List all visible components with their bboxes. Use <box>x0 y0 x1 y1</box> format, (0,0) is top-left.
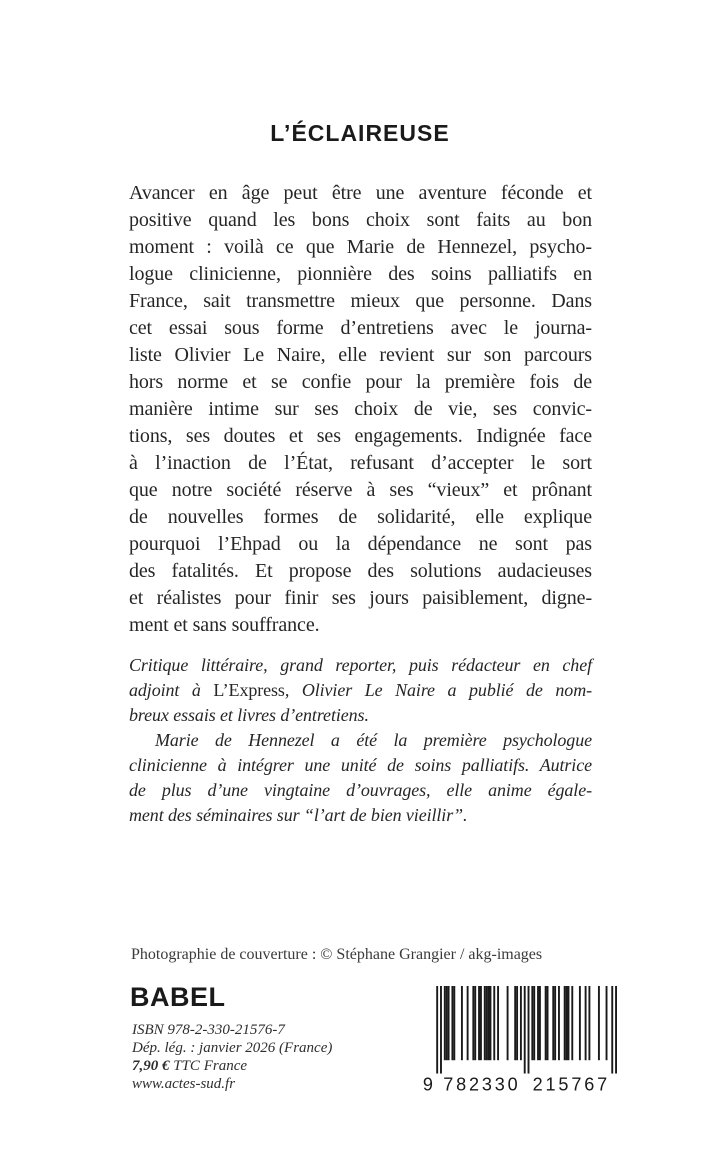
publisher-logo: BABEL <box>130 982 226 1012</box>
price-suffix: TTC France <box>169 1058 248 1074</box>
price-line <box>132 1057 332 1075</box>
text-line: clinicienne à intégrer une unité de soins palliatifs. Autrice <box>129 755 592 775</box>
barcode-svg <box>421 986 617 1093</box>
svg-text:782330: 782330 <box>443 1074 521 1093</box>
legal-deposit-line: Dép. lég. : janvier 2026 (France) <box>132 1040 333 1056</box>
text-line: positive quand les bons choix sont faits au bon <box>129 209 592 231</box>
ean13-barcode <box>421 986 617 1096</box>
text-line: Avancer en âge peut être une aventure féconde et <box>129 182 592 204</box>
text-line: manière intime sur ses choix de vie, ses convic- <box>129 398 592 420</box>
text-line: des fatalités. Et propose des solutions audacieuses <box>129 560 592 582</box>
text-line: ment et sans souffrance. <box>129 614 320 636</box>
text-line: que notre société réserve à ses “vieux” et prônant <box>129 479 592 501</box>
svg-text:215767: 215767 <box>532 1074 611 1093</box>
isbn-line: ISBN 978-2-330-21576-7 <box>132 1022 285 1038</box>
text-line: hors norme et se confie pour la première fois de <box>129 371 592 393</box>
colophon-block <box>132 1021 332 1093</box>
text-line: France, sait transmettre mieux que personne. Dans <box>129 290 592 312</box>
text-line: et réalistes pour finir ses jours paisiblement, digne- <box>129 587 592 609</box>
text-line: adjoint à L’Express, Olivier Le Naire a publié de nom- <box>129 680 592 700</box>
text-line: Critique littéraire, grand reporter, puis rédacteur en chef <box>129 655 592 675</box>
author-bio <box>129 653 592 828</box>
text-line: liste Olivier Le Naire, elle revient sur son parcours <box>129 344 592 366</box>
text-line: ment des séminaires sur “l’art de bien vieillir”. <box>129 805 468 825</box>
text-line: pourquoi l’Ehpad ou la dépendance ne sont pas <box>129 533 592 555</box>
text-line: breux essais et livres d’entretiens. <box>129 705 369 725</box>
book-title: L’ÉCLAIREUSE <box>270 120 450 146</box>
publisher-website: www.actes-sud.fr <box>132 1076 236 1092</box>
back-cover-description <box>129 180 592 639</box>
text-line: Marie de Hennezel a été la première psychologue <box>155 730 592 750</box>
price: 7,90 € <box>132 1058 170 1074</box>
roman-phrase: L’Express <box>213 680 285 700</box>
text-line: à l’inaction de l’État, refusant d’accepter le sort <box>129 452 592 474</box>
text-line: tions, ses doutes et ses engagements. Indignée face <box>129 425 592 447</box>
text-line: moment : voilà ce que Marie de Hennezel, psycho- <box>129 236 592 258</box>
cover-photo-credit: Photographie de couverture : © Stéphane Grangier / akg-images <box>131 946 543 963</box>
text-line: de nouvelles formes de solidarité, elle explique <box>129 506 592 528</box>
text-line: de plus d’une vingtaine d’ouvrages, elle anime égale- <box>129 780 592 800</box>
text-line: cet essai sous forme d’entretiens avec le journa- <box>129 317 592 339</box>
svg-text:9: 9 <box>422 1074 433 1093</box>
text-line: logue clinicienne, pionnière des soins palliatifs en <box>129 263 592 285</box>
